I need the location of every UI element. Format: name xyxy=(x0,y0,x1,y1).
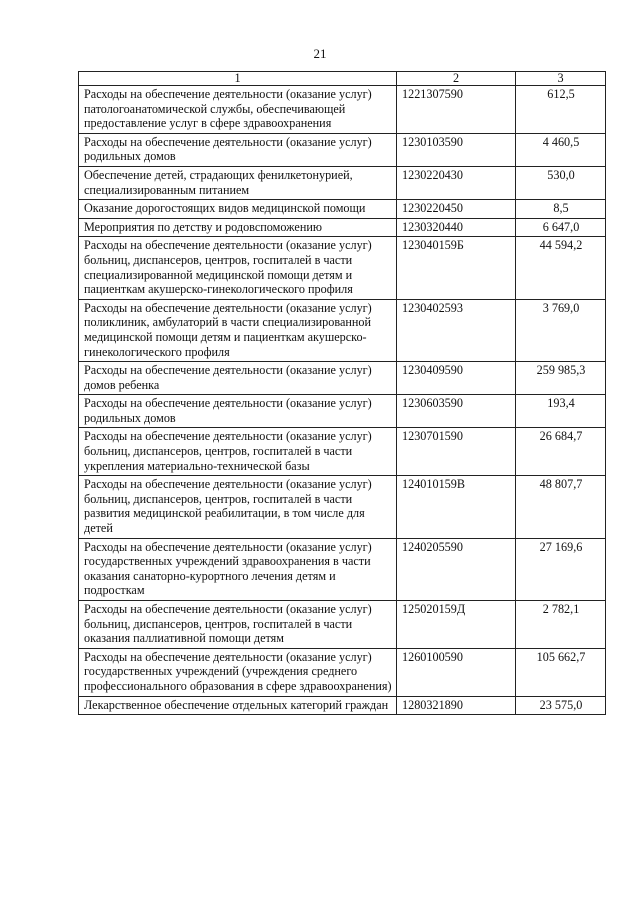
row-amount: 4 460,5 xyxy=(516,133,606,166)
table-row xyxy=(79,86,606,134)
row-amount: 48 807,7 xyxy=(516,476,606,538)
row-description: Оказание дорогостоящих видов медицинской помощи xyxy=(79,200,397,219)
table-row xyxy=(79,696,606,715)
table-row xyxy=(79,395,606,428)
row-code: 1230701590 xyxy=(397,428,516,476)
table-row xyxy=(79,237,606,299)
row-code: 1230320440 xyxy=(397,218,516,237)
row-amount: 6 647,0 xyxy=(516,218,606,237)
row-amount: 193,4 xyxy=(516,395,606,428)
row-code: 1221307590 xyxy=(397,86,516,134)
table-row xyxy=(79,428,606,476)
row-description: Расходы на обеспечение деятельности (оказание услуг) домов ребенка xyxy=(79,362,397,395)
row-description: Расходы на обеспечение деятельности (оказание услуг) больниц, диспансеров, центров, госпиталей в части укрепления материально-технической базы xyxy=(79,428,397,476)
row-amount: 3 769,0 xyxy=(516,299,606,361)
row-amount: 44 594,2 xyxy=(516,237,606,299)
row-description: Расходы на обеспечение деятельности (оказание услуг) государственных учреждений здравоохранения в части оказания санаторно-курортного лечения детям и подросткам xyxy=(79,538,397,600)
table-row xyxy=(79,166,606,199)
row-description: Расходы на обеспечение деятельности (оказание услуг) родильных домов xyxy=(79,133,397,166)
row-description: Расходы на обеспечение деятельности (оказание услуг) больниц, диспансеров, центров, госпиталей в части специализированной медицинской помощи детям и пациенткам акушерско-гинекологического профиля xyxy=(79,237,397,299)
budget-table xyxy=(78,71,606,715)
table-row xyxy=(79,601,606,649)
table-header-row xyxy=(79,72,606,86)
row-description: Расходы на обеспечение деятельности (оказание услуг) поликлиник, амбулаторий в части специализированной медицинской помощи детям и пациенткам акушерско-гинекологического профиля xyxy=(79,299,397,361)
row-amount: 105 662,7 xyxy=(516,648,606,696)
row-code: 1260100590 xyxy=(397,648,516,696)
row-description: Расходы на обеспечение деятельности (оказание услуг) родильных домов xyxy=(79,395,397,428)
row-description: Расходы на обеспечение деятельности (оказание услуг) государственных учреждений (учреждения среднего профессионального образования в сфере здравоохранения) xyxy=(79,648,397,696)
row-description: Лекарственное обеспечение отдельных категорий граждан xyxy=(79,696,397,715)
column-header-code: 2 xyxy=(397,72,516,86)
row-amount: 27 169,6 xyxy=(516,538,606,600)
row-code: 1240205590 xyxy=(397,538,516,600)
row-code: 123040159Б xyxy=(397,237,516,299)
table-row xyxy=(79,299,606,361)
row-code: 125020159Д xyxy=(397,601,516,649)
row-amount: 612,5 xyxy=(516,86,606,134)
table-row xyxy=(79,362,606,395)
row-amount: 530,0 xyxy=(516,166,606,199)
row-amount: 8,5 xyxy=(516,200,606,219)
row-description: Расходы на обеспечение деятельности (оказание услуг) патологоанатомической службы, обеспечивающей предоставление услуг в сфере здравоохранения xyxy=(79,86,397,134)
row-amount: 259 985,3 xyxy=(516,362,606,395)
table-row xyxy=(79,476,606,538)
table-row xyxy=(79,200,606,219)
row-description: Мероприятия по детству и родовспоможению xyxy=(79,218,397,237)
column-header-amount: 3 xyxy=(516,72,606,86)
table-row xyxy=(79,648,606,696)
row-description: Расходы на обеспечение деятельности (оказание услуг) больниц, диспансеров, центров, госпиталей в части оказания паллиативной помощи детям xyxy=(79,601,397,649)
row-code: 1230220450 xyxy=(397,200,516,219)
row-amount: 2 782,1 xyxy=(516,601,606,649)
row-code: 1280321890 xyxy=(397,696,516,715)
table-row xyxy=(79,133,606,166)
table-row xyxy=(79,218,606,237)
row-amount: 23 575,0 xyxy=(516,696,606,715)
row-code: 1230402593 xyxy=(397,299,516,361)
row-description: Расходы на обеспечение деятельности (оказание услуг) больниц, диспансеров, центров, госпиталей в части развития медицинской реабилитации, в том числе для детей xyxy=(79,476,397,538)
table-row xyxy=(79,538,606,600)
page-number: 21 xyxy=(313,46,327,61)
row-code: 124010159В xyxy=(397,476,516,538)
row-description: Обеспечение детей, страдающих фенилкетонурией, специализированным питанием xyxy=(79,166,397,199)
row-code: 1230409590 xyxy=(397,362,516,395)
row-code: 1230220430 xyxy=(397,166,516,199)
column-header-description: 1 xyxy=(79,72,397,86)
row-code: 1230603590 xyxy=(397,395,516,428)
row-code: 1230103590 xyxy=(397,133,516,166)
row-amount: 26 684,7 xyxy=(516,428,606,476)
